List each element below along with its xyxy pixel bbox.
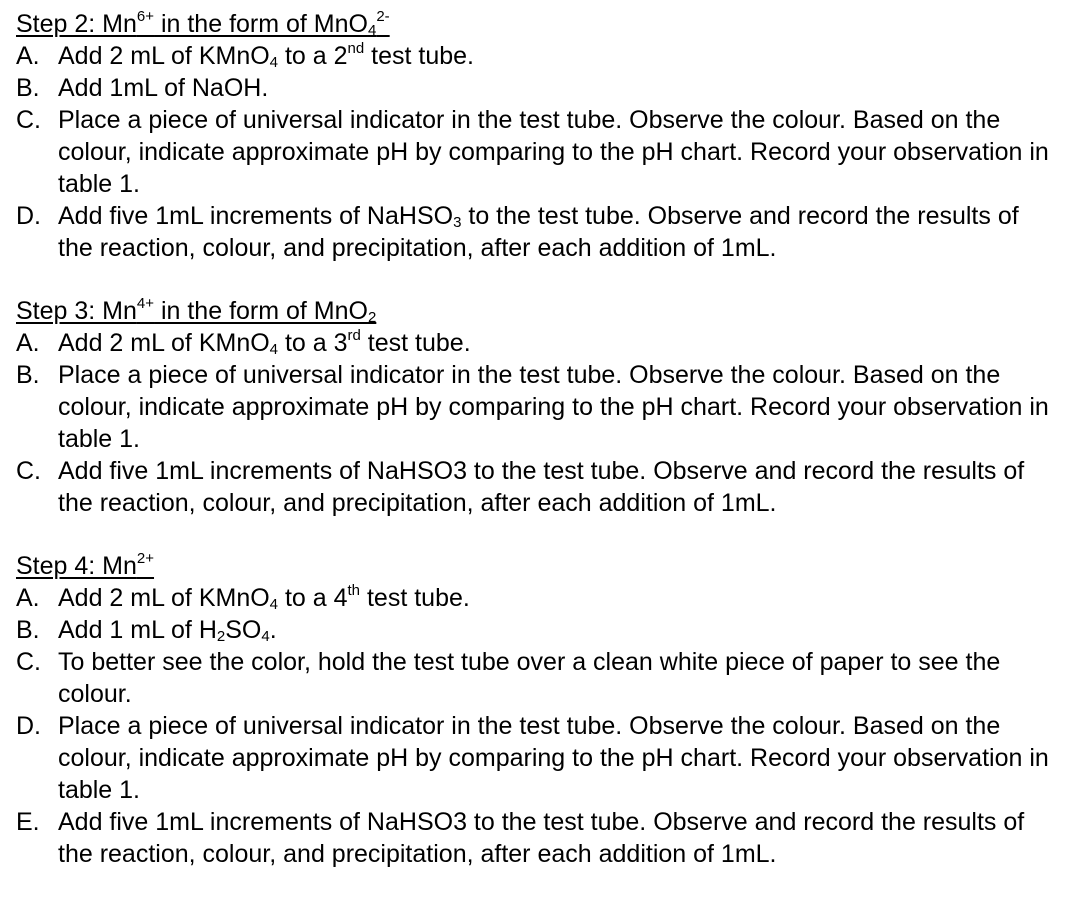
item-letter: C.	[16, 106, 41, 134]
list-item	[16, 646, 1056, 710]
item-text: Add 2 mL of KMnO$_4$ to a 3rd test tube.	[58, 326, 471, 358]
instruction-list	[16, 582, 1056, 870]
step-3-section	[16, 295, 1056, 519]
list-item	[16, 582, 1056, 614]
item-text: Add five 1mL increments of NaHSO3 to the test tube. Observe and record the results of the reaction, colour, and precipitation, after each addition of 1mL.	[58, 808, 1025, 868]
item-letter: B.	[16, 361, 40, 389]
list-item	[16, 200, 1056, 264]
item-text: Place a piece of universal indicator in the test tube. Observe the colour. Based on the colour, indicate approximate pH by comparing to the pH chart. Record your observation in table 1.	[58, 106, 1049, 198]
item-letter: C.	[16, 457, 41, 485]
item-letter: D.	[16, 202, 41, 230]
item-text: Add 1 mL of $H_2SO_4$.	[58, 616, 277, 645]
list-item	[16, 104, 1056, 200]
item-text: Add 2 mL of KMnO$_4$ to a 4th test tube.	[58, 581, 470, 613]
instruction-list	[16, 327, 1056, 519]
list-item	[16, 614, 1056, 646]
item-text: To better see the color, hold the test tube over a clean white piece of paper to see the colour.	[58, 648, 1001, 708]
list-item	[16, 327, 1056, 359]
list-item	[16, 359, 1056, 455]
item-text: Place a piece of universal indicator in the test tube. Observe the colour. Based on the colour, indicate approximate pH by comparing to the pH chart. Record your observation in table 1.	[58, 712, 1049, 804]
list-item	[16, 455, 1056, 519]
document-body	[16, 8, 1056, 870]
item-letter: B.	[16, 74, 40, 102]
item-text: Add 1mL of NaOH.	[58, 74, 269, 102]
list-item	[16, 40, 1056, 72]
step-4-section	[16, 550, 1056, 870]
item-letter: C.	[16, 648, 41, 676]
list-item	[16, 72, 1056, 104]
instruction-list	[16, 40, 1056, 264]
step-2-section	[16, 8, 1056, 264]
item-letter: B.	[16, 616, 40, 644]
step-heading: Step 4: $Mn^{2+}$	[16, 549, 155, 580]
item-letter: D.	[16, 712, 41, 740]
item-text: Add five 1mL increments of NaHSO$_3$ to the test tube. Observe and record the results of the reaction, colour, and precipitation, after each addition of 1mL.	[58, 202, 1019, 262]
item-text: Add 2 mL of KMnO$_4$ to a 2nd test tube.	[58, 39, 474, 71]
item-letter: A.	[16, 584, 40, 612]
item-letter: A.	[16, 42, 40, 70]
item-letter: E.	[16, 808, 40, 836]
step-heading: Step 3: $Mn^{4+}$ in the form of MnO$_2$	[16, 294, 377, 326]
item-text: Place a piece of universal indicator in the test tube. Observe the colour. Based on the colour, indicate approximate pH by comparing to the pH chart. Record your observation in table 1.	[58, 361, 1049, 453]
list-item	[16, 710, 1056, 806]
item-letter: A.	[16, 329, 40, 357]
step-heading: Step 2: $Mn^{6+}$ in the form of MnO$_4^{2-}$	[16, 7, 390, 39]
list-item	[16, 806, 1056, 870]
item-text: Add five 1mL increments of NaHSO3 to the test tube. Observe and record the results of the reaction, colour, and precipitation, after each addition of 1mL.	[58, 457, 1025, 517]
